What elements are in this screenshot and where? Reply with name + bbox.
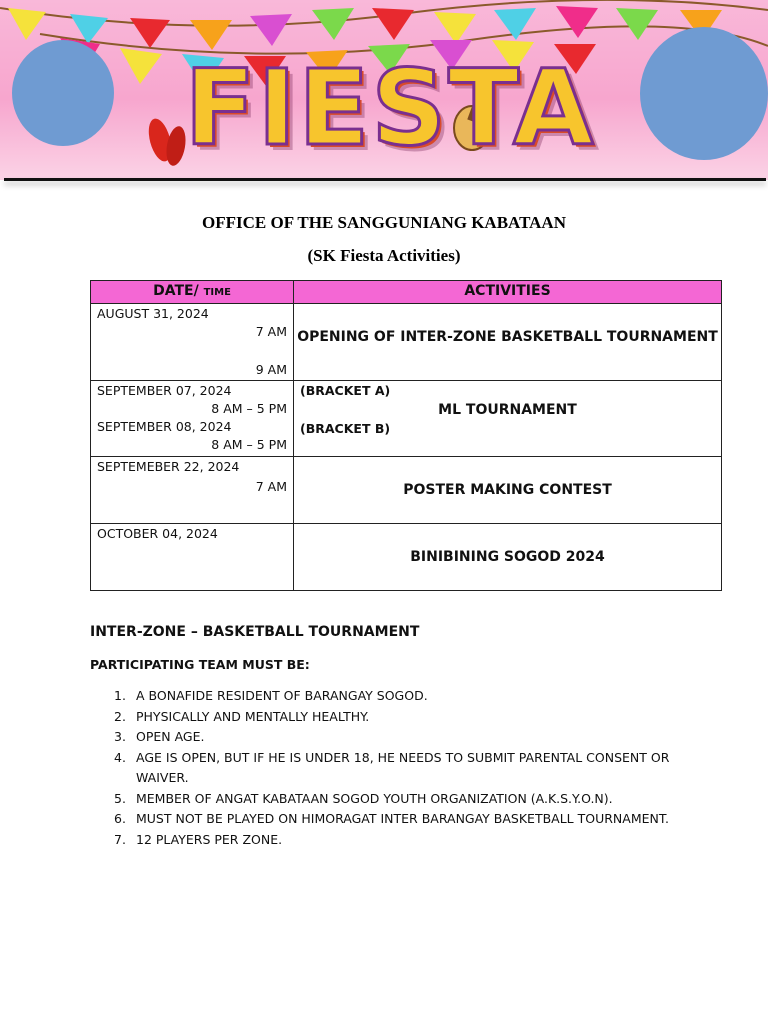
activity-cell [294,304,722,381]
list-item [90,830,670,851]
activity-cell [294,381,722,457]
list-number: 2. [114,708,126,724]
time-text: 8 AM – 5 PM [211,437,287,452]
date-cell [91,524,294,591]
list-number: 3. [114,729,126,744]
date-text: SEPTEMBER 07, 2024 [97,383,232,398]
date-text: SEPTEMEBER 22, 2024 [97,459,240,474]
document-subtitle: (SK Fiesta Activities) [307,246,461,265]
time-text: 7 AM [255,479,287,494]
list-number: 6. [114,811,126,826]
list-number: 5. [114,790,126,806]
time-text: 9 AM [255,362,287,377]
table-row [91,381,722,457]
date-cell [91,304,294,381]
header-activities: ACTIVITIES [294,281,722,304]
list-item [90,686,670,707]
list-item [90,748,670,789]
header-time-label: TIME [203,287,231,298]
list-text: AGE IS OPEN, BUT IF HE IS UNDER 18, HE NEEDS TO SUBMIT PARENTAL CONSENT OR WAIVER. [136,749,670,785]
list-number: 1. [114,688,126,703]
activity-text: POSTER MAKING CONTEST [403,482,612,498]
list-item [90,727,670,748]
list-item [90,809,670,830]
table-row [91,524,722,591]
left-circle-placeholder [12,40,114,146]
activity-cell [294,524,722,591]
date-cell [91,457,294,524]
bracket-b-label: (BRACKET B) [300,421,391,436]
list-text: MUST NOT BE PLAYED ON HIMORAGAT INTER BARANGAY BASKETBALL TOURNAMENT. [136,811,669,826]
list-text: OPEN AGE. [136,729,205,744]
fiesta-banner [0,0,768,192]
list-item [90,789,670,810]
right-circle-placeholder [640,27,768,160]
activity-cell [294,457,722,524]
activity-text: ML TOURNAMENT [438,402,577,418]
list-number: 4. [114,749,126,765]
list-number: 7. [114,831,126,847]
banner-divider [4,178,766,181]
schedule-table [90,280,722,591]
rules-title: INTER-ZONE – BASKETBALL TOURNAMENT [90,624,420,640]
header-date-label: DATE/ [153,283,199,299]
time-text: 8 AM – 5 PM [211,401,287,416]
time-text: 7 AM [255,324,287,339]
list-text: PHYSICALLY AND MENTALLY HEALTHY. [136,708,370,724]
list-text: 12 PLAYERS PER ZONE. [136,831,283,847]
fiesta-title: FIESTA [184,47,596,169]
rules-subtitle: PARTICIPATING TEAM MUST BE: [90,657,310,672]
date-text: AUGUST 31, 2024 [97,306,209,321]
list-text: MEMBER OF ANGAT KABATAAN SOGOD YOUTH ORGANIZATION (A.K.S.Y.O.N). [136,790,613,806]
bracket-a-label: (BRACKET A) [300,383,391,398]
activity-text: BINIBINING SOGOD 2024 [410,549,605,565]
list-text: A BONAFIDE RESIDENT OF BARANGAY SOGOD. [136,688,428,703]
requirements-list [90,686,670,850]
table-row [91,304,722,381]
date-cell [91,381,294,457]
activity-text: OPENING OF INTER-ZONE BASKETBALL TOURNAMENT [297,329,718,345]
table-row [91,457,722,524]
table-header-row [91,281,722,304]
date-text: OCTOBER 04, 2024 [97,526,218,541]
header-date-time [91,281,294,304]
office-title: OFFICE OF THE SANGGUNIANG KABATAAN [202,213,566,232]
date-text: SEPTEMBER 08, 2024 [97,419,232,434]
list-item [90,707,670,728]
